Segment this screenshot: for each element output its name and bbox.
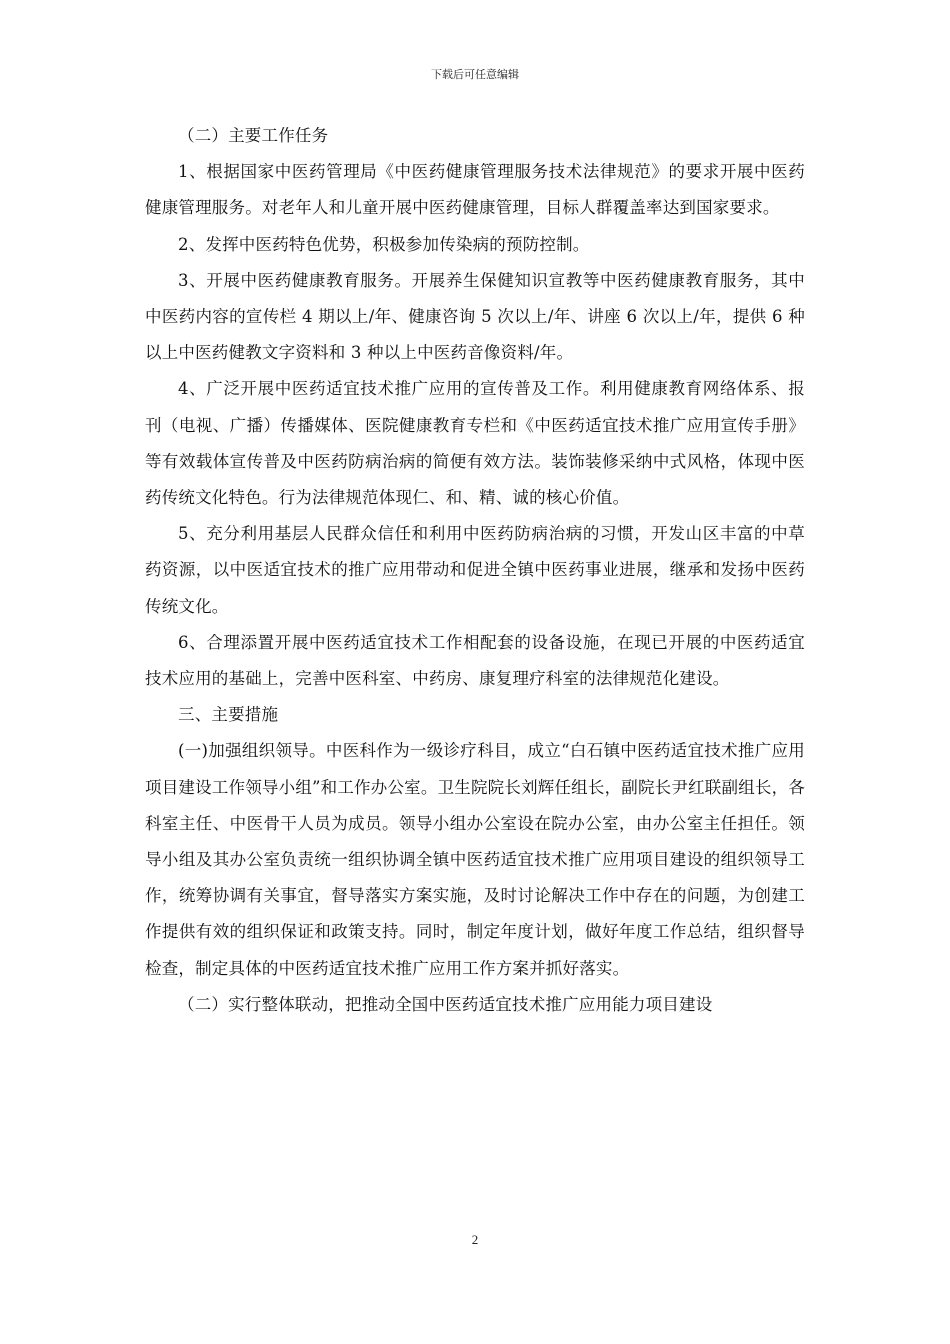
section-heading-main-tasks: （二）主要工作任务 (178, 126, 329, 145)
measure-item-2: （二）实行整体联动，把推动全国中医药适宜技术推广应用能力项目建设 (178, 994, 713, 1014)
task-item-2: 2、发挥中医药特色优势，积极参加传染病的预防控制。 (178, 234, 590, 254)
task-item-4: 4、广泛开展中医药适宜技术推广应用的宣传普及工作。利用健康教育网络体系、报刊（电视、广播）传播媒体、医院健康教育专栏和《中医药适宜技术推广应用宣传手册》等有效载体宣传普及中医药防病治病的简便有效方法。装饰装修采纳中式风格，体现中医药传统文化特色。行为法律规范体现仁、和、精、诚的核心价值。 (145, 379, 805, 508)
task-item-1: 1、根据国家中医药管理局《中医药健康管理服务技术法律规范》的要求开展中医药健康管理服务。对老年人和儿童开展中医药健康管理，目标人群覆盖率达到国家要求。 (145, 162, 805, 218)
section-heading-main-measures: 三、主要措施 (178, 705, 279, 725)
page-number: 2 (471, 1232, 479, 1247)
task-item-3: 3、开展中医药健康教育服务。开展养生保健知识宣教等中医药健康教育服务，其中中医药内容的宣传栏 4 期以上/年、健康咨询 5 次以上/年、讲座 6 次以上/年，提供 6 种以上中医药健教文字资料和 3 种以上中医药音像资料/年。 (145, 270, 805, 363)
task-item-5: 5、充分利用基层人民群众信任和利用中医药防病治病的习惯，开发山区丰富的中草药资源，以中医适宜技术的推广应用带动和促进全镇中医药事业进展，继承和发扬中医药传统文化。 (145, 524, 805, 616)
task-item-6: 6、合理添置开展中医药适宜技术工作相配套的设备设施，在现已开展的中医药适宜技术应用的基础上，完善中医科室、中药房、康复理疗科室的法律规范化建设。 (145, 632, 805, 689)
document-body (145, 118, 805, 1023)
page-header: 下载后可任意编辑 (431, 68, 519, 81)
measure-item-1: (一)加强组织领导。中医科作为一级诊疗科目，成立“白石镇中医药适宜技术推广应用项目建设工作领导小组”和工作办公室。卫生院院长刘辉任组长，副院长尹红联副组长，各科室主任、中医骨干人员为成员。领导小组办公室设在院办公室，由办公室主任担任。领导小组及其办公室负责统一组织协调全镇中医药适宜技术推广应用项目建设的组织领导工作，统筹协调有关事宜，督导落实方案实施，及时讨论解决工作中存在的问题，为创建工作提供有效的组织保证和政策支持。同时，制定年度计划，做好年度工作总结，组织督导检查，制定具体的中医药适宜技术推广应用工作方案并抓好落实。 (145, 741, 805, 978)
